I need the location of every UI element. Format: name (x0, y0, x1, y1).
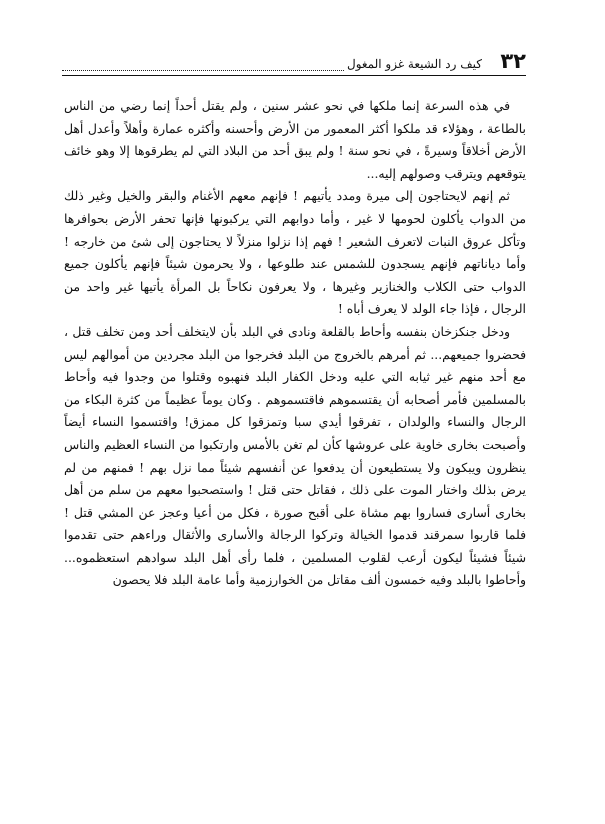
running-title-text: كيف رد الشيعة غزو المغول (346, 57, 482, 71)
paragraph: في هذه السرعة إنما ملكها في نحو عشر سنين ، ولم يقتل أحداً إنما رضي من الناس بالطاعة ، وهؤلاء قد ملكوا أكثر المعمور من الأرض وأحسنه وأكثره عمارة وأهلاً وأعدل أهل الأرض أخلاقاً وسيرةً ، في نحو سنة ! ولم يبق أحد من البلاد التي لم يطرقوها إلا وهو خائف يتوقعهم ويترقب وصولهم إليه... (64, 98, 526, 181)
body-text (64, 95, 526, 592)
paragraph: ثم إنهم لايحتاجون إلى ميرة ومدد يأتيهم ! فإنهم معهم الأغنام والبقر والخيل وغير ذلك من الدواب يأكلون لحومها لا غير ، وأما دوابهم التي يركبونها فإنها تحفر الأرض بحوافرها وتأكل عروق النبات لاتعرف الشعير ! فهم إذا نزلوا منزلاً لا يحتاجون إلى شئ من خارجه ! وأما دياناتهم فإنهم يسجدون للشمس عند طلوعها ، ولا يحرمون شيئاً فإنهم يأكلون جميع الدواب حتى الكلاب والخنازير وغيرها ، ولا يعرفون نكاحاً بل المرأة يأتيها غير واحد من الرجال ، فإذا جاء الولد لا يعرف أباه ! (64, 188, 526, 317)
page-number: ٣٢ (500, 49, 526, 73)
running-title (62, 57, 482, 71)
paragraph: ودخل جنكزخان بنفسه وأحاط بالقلعة ونادى في البلد بأن لايتخلف أحد ومن تخلف قتل ، فحضروا جميعهم... ثم أمرهم بالخروج من البلد فخرجوا من البلد مجردين من أموالهم ليس مع أحد منهم غير ثيابه التي عليه ودخل الكفار البلد فنهبوه وقتلوا من وجدوا فيه وأحاط بالمسلمين فأمر أصحابه أن يقتسموهم فاقتسموهم . وكان يوماً عظيماً من كثرة البكاء من الرجال والنساء والولدان ، تفرقوا أيدي سبا وتمزقوا كل ممزق! واقتسموا النساء أيضاً وأصبحت بخارى خاوية على عروشها كأن لم تغن بالأمس وارتكبوا من النساء العظيم والناس ينظرون ويبكون ولا يستطيعون أن يدفعوا عن أنفسهم شيئاً مما نزل بهم ! فمنهم من لم يرض بذلك واختار الموت على ذلك ، فقاتل حتى قتل ! واستصحبوا معهم من سلم من أهل بخارى أسارى فساروا بهم مشاة على أقبح صورة ، فكل من أعيا وعجز عن المشي قتل ! فلما قاربوا سمرقند قدموا الخيالة وتركوا الرجالة والأسارى والأثقال وراءهم حتى تقدموا شيئاً فشيئاً ليكون أرعب لقلوب المسلمين ، فلما رأى أهل البلد سوادهم استعظموه... وأحاطوا بالبلد وفيه خمسون ألف مقاتل من الخوارزمية وأما عامة البلد فلا يحصون (64, 323, 526, 588)
page-header (62, 50, 526, 80)
header-rule (62, 75, 526, 76)
dotted-leader (62, 61, 344, 71)
